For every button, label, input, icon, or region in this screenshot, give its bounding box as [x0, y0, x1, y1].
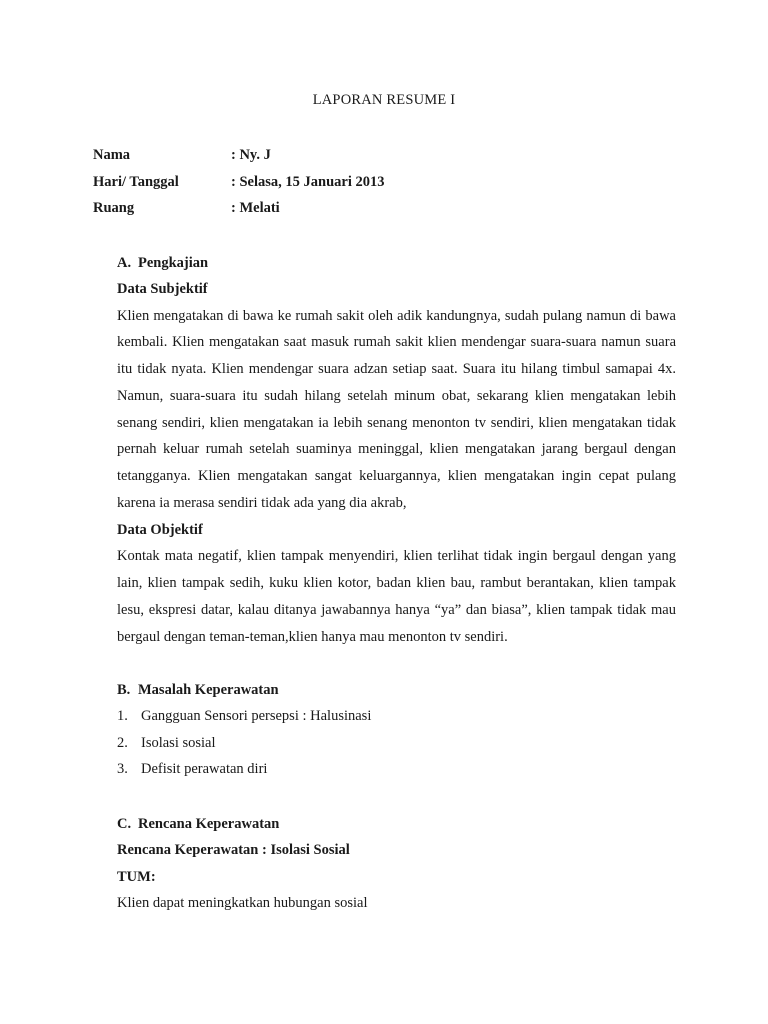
- list-text: Defisit perawatan diri: [141, 761, 268, 777]
- section-heading-text: Rencana Keperawatan: [138, 816, 280, 832]
- identity-label: Ruang: [93, 200, 135, 216]
- list-number: 1.: [117, 708, 128, 724]
- list-item: [117, 756, 676, 783]
- section-heading-text: Pengkajian: [138, 255, 209, 271]
- identity-row-date: [93, 172, 693, 199]
- section-heading: [117, 814, 676, 834]
- section-masalah-keperawatan: [117, 680, 676, 783]
- identity-value: : Melati: [231, 200, 280, 216]
- identity-label: Nama: [93, 147, 131, 163]
- identity-row-room: [93, 198, 693, 225]
- identity-label: Hari/ Tanggal: [93, 173, 179, 190]
- subjective-title: Data Subjektif: [117, 281, 208, 297]
- section-heading: [117, 680, 676, 700]
- problem-list: [117, 703, 676, 783]
- list-number: 3.: [117, 761, 128, 777]
- section-letter: A.: [117, 255, 132, 271]
- identity-row-name: [93, 145, 693, 172]
- objective-paragraph: Kontak mata negatif, klien tampak menyendiri, klien terlihat tidak ingin bergaul dengan yang lain, klien tampak sedih, kuku klien kotor, badan klien bau, rambut berantakan, klien tampak lesu, ekspresi datar, kalau ditanya jawabannya hanya “ya” dan biasa”, klien tampak tidak mau bergaul dengan teman-teman,klien hanya mau menonton tv sendiri.: [117, 548, 676, 645]
- list-item: [117, 703, 676, 730]
- objective-title: Data Objektif: [117, 521, 203, 538]
- identity-value: : Selasa, 15 Januari 2013: [231, 173, 385, 190]
- tum-label: TUM:: [117, 868, 156, 885]
- subjective-paragraph: Klien mengatakan di bawa ke rumah sakit oleh adik kandungnya, sudah pulang namun di bawa kembali. Klien mengatakan saat masuk rumah sakit klien mendengar suara-suara namun suara itu tidak nyata. Klien mendengar suara adzan setiap saat. Suara itu hilang timbul samapai 4x. Namun, suara-suara itu sudah hilang setelah minum obat, sekarang klien mengatakan lebih senang sendiri, klien mengatakan ia lebih senang menonton tv sendiri, klien mengatakan tidak pernah keluar rumah setelah suaminya meninggal, klien mengatakan jarang bergaul dengan tetangganya. Klien mengatakan sangat keluargannya, klien mengatakan ingin cepat pulang karena ia merasa sendiri tidak ada yang dia akrab,: [117, 307, 676, 512]
- section-heading: [117, 253, 676, 273]
- section-pengkajian: [117, 253, 676, 651]
- plan-subheading: Rencana Keperawatan : Isolasi Sosial: [117, 842, 350, 858]
- list-text: Gangguan Sensori persepsi : Halusinasi: [141, 708, 372, 724]
- list-text: Isolasi sosial: [141, 734, 216, 751]
- document-title: LAPORAN RESUME I: [312, 92, 456, 108]
- list-item: [117, 730, 676, 757]
- section-heading-text: Masalah Keperawatan: [138, 682, 279, 698]
- identity-value: : Ny. J: [231, 147, 271, 163]
- section-rencana-keperawatan: [117, 814, 676, 917]
- list-number: 2.: [117, 734, 128, 751]
- section-letter: B.: [117, 682, 131, 698]
- tum-text: Klien dapat meningkatkan hubungan sosial: [117, 895, 368, 911]
- identity-block: [93, 145, 693, 225]
- section-letter: C.: [117, 816, 132, 832]
